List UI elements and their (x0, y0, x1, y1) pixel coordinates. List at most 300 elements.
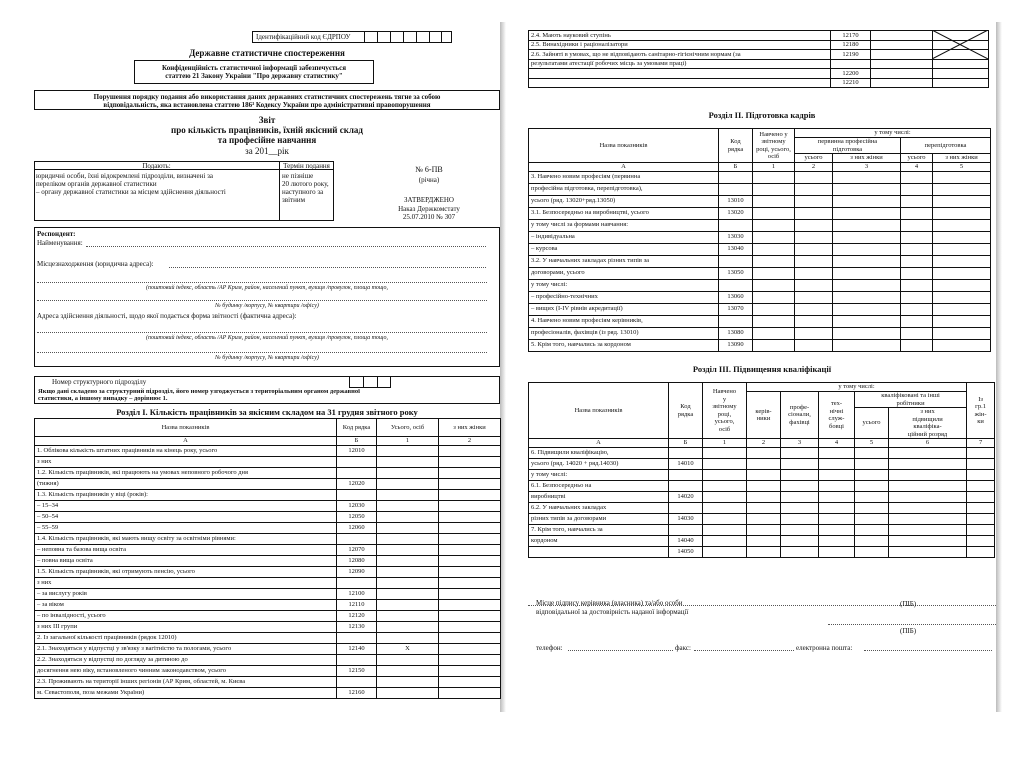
row-cell-1[interactable] (703, 535, 747, 546)
row-women-cell[interactable] (439, 479, 501, 490)
row-cell-4[interactable] (819, 524, 855, 535)
row-cell-1[interactable] (753, 339, 795, 351)
row-cell-5[interactable] (933, 303, 991, 315)
row-cell-3[interactable] (833, 339, 901, 351)
row-cell-4[interactable] (901, 303, 933, 315)
row-cell-2[interactable] (795, 255, 833, 267)
table-row (529, 480, 995, 491)
table-row (529, 219, 991, 231)
row-cell-2[interactable] (747, 524, 781, 535)
s2-header-trained: Навчено у звітному році, усього, осіб (753, 129, 795, 163)
row-cell-5[interactable] (855, 524, 889, 535)
row-cell-4[interactable] (901, 279, 933, 291)
row-cell-6[interactable] (889, 491, 967, 502)
row-cell-4[interactable] (901, 219, 933, 231)
row-cell-4[interactable] (819, 546, 855, 557)
row-women-cell[interactable] (439, 490, 501, 501)
row-cell-5[interactable] (933, 195, 991, 207)
row-total-cell[interactable] (871, 59, 933, 69)
row-cell-3[interactable] (833, 231, 901, 243)
pib-label-1: (ПІБ) (900, 600, 917, 608)
s2-header-total-2: усього (901, 154, 933, 163)
row-cell-3[interactable] (781, 535, 819, 546)
row-women-cell[interactable] (439, 501, 501, 512)
table-row (529, 255, 991, 267)
row-name: 7. Крім того, навчались за (529, 524, 669, 535)
row-women-cell[interactable] (439, 655, 501, 666)
row-cell-7[interactable] (967, 480, 995, 491)
row-cell-4[interactable] (819, 491, 855, 502)
row-cell-4[interactable] (819, 458, 855, 469)
row-name: 2.6. Зайняті в умовах, що не відповідають санітарно-гігієнічним нормам (за (529, 50, 831, 60)
row-total-cell[interactable] (871, 40, 933, 50)
row-cell-7[interactable] (967, 447, 995, 458)
row-women-cell[interactable] (439, 534, 501, 545)
row-cell-5[interactable] (933, 267, 991, 279)
pib-label-2: (ПІБ) (900, 627, 917, 635)
row-total-cell[interactable] (377, 600, 439, 611)
row-cell-3[interactable] (833, 219, 901, 231)
table-row (529, 78, 989, 88)
row-cell-1[interactable] (703, 480, 747, 491)
row-total-cell[interactable] (377, 545, 439, 556)
row-cell-2[interactable] (795, 315, 833, 327)
row-cell-3[interactable] (781, 524, 819, 535)
table-row (35, 644, 501, 655)
row-cell-1[interactable] (703, 491, 747, 502)
row-cell-1[interactable] (703, 447, 747, 458)
row-total-cell[interactable] (377, 523, 439, 534)
s3-header-tech: тех- нічні служ- бовці (819, 392, 855, 439)
row-code: 12050 (337, 512, 377, 523)
row-cell-2[interactable] (747, 469, 781, 480)
row-total-cell[interactable] (377, 655, 439, 666)
row-cell-2[interactable] (795, 207, 833, 219)
section-1-title: Розділ I. Кількість працівників за якісним складом на 31 грудня звітного року (116, 407, 418, 417)
row-total-cell[interactable] (871, 78, 933, 88)
s2-letter-a: А (529, 163, 719, 172)
table-row (529, 183, 991, 195)
row-cell-1[interactable] (753, 303, 795, 315)
table-row (529, 535, 995, 546)
row-cell-4[interactable] (901, 315, 933, 327)
row-cell-7[interactable] (967, 502, 995, 513)
section-1-table (34, 418, 501, 699)
row-cell-5[interactable] (933, 171, 991, 183)
row-women-cell[interactable] (933, 69, 989, 79)
row-cell-3[interactable] (833, 291, 901, 303)
row-name: – 50–54 (35, 512, 337, 523)
row-cell-1[interactable] (753, 291, 795, 303)
row-cell-2[interactable] (795, 171, 833, 183)
row-cell-3[interactable] (781, 502, 819, 513)
row-cell-5[interactable] (933, 219, 991, 231)
row-name: 1. Облікова кількість штатних працівників на кінець року, усього (35, 446, 337, 457)
row-cell-2[interactable] (795, 231, 833, 243)
row-total-cell[interactable]: X (377, 644, 439, 655)
row-cell-1[interactable] (703, 513, 747, 524)
row-code: 12060 (337, 523, 377, 534)
activity-field[interactable] (37, 332, 487, 333)
row-cell-2[interactable] (747, 480, 781, 491)
row-cell-2[interactable] (795, 183, 833, 195)
row-name: 2.2. Знаходяться у відпустці по догляду за дитиною до (35, 655, 337, 666)
row-cell-6[interactable] (889, 502, 967, 513)
row-cell-3[interactable] (833, 207, 901, 219)
row-name: 3.1. Безпосередньо на виробництві, усього (529, 207, 719, 219)
row-cell-1[interactable] (703, 524, 747, 535)
phone-field[interactable] (568, 650, 673, 651)
row-cell-4[interactable] (819, 480, 855, 491)
row-women-cell[interactable] (439, 567, 501, 578)
row-cell-7[interactable] (967, 535, 995, 546)
row-women-cell[interactable] (439, 457, 501, 468)
s1-letter-2: 2 (439, 437, 501, 446)
s3-header-name: Назва показників (529, 383, 669, 439)
s3-letter-4: 4 (819, 439, 855, 448)
row-cell-5[interactable] (855, 546, 889, 557)
row-cell-4[interactable] (901, 267, 933, 279)
row-cell-3[interactable] (833, 315, 901, 327)
row-code (669, 502, 703, 513)
row-cell-3[interactable] (833, 279, 901, 291)
row-cell-1[interactable] (753, 171, 795, 183)
row-cell-5[interactable] (933, 207, 991, 219)
row-cell-4[interactable] (901, 231, 933, 243)
row-total-cell[interactable] (377, 589, 439, 600)
row-cell-3[interactable] (833, 327, 901, 339)
unit-text-1: Якщо дані складено за структурний підрозділ, його номер узгоджується з територіальним органом державної (38, 388, 360, 395)
row-total-cell[interactable] (377, 688, 439, 699)
s3-letter-1: 1 (703, 439, 747, 448)
row-name: у тому числі: (529, 279, 719, 291)
row-total-cell[interactable] (377, 512, 439, 523)
row-cell-2[interactable] (795, 339, 833, 351)
row-cell-4[interactable] (901, 291, 933, 303)
row-cell-4[interactable] (819, 513, 855, 524)
row-cell-1[interactable] (753, 255, 795, 267)
row-cell-4[interactable] (901, 171, 933, 183)
row-cell-1[interactable] (753, 195, 795, 207)
row-code: 13010 (719, 195, 753, 207)
confidentiality-line1: Конфіденційність статистичної інформації забезпечується (161, 64, 346, 72)
row-cell-5[interactable] (855, 469, 889, 480)
row-cell-3[interactable] (781, 491, 819, 502)
row-women-cell[interactable] (439, 468, 501, 479)
row-cell-1[interactable] (753, 183, 795, 195)
row-women-cell[interactable] (439, 644, 501, 655)
email-field[interactable] (864, 650, 992, 651)
row-cell-1[interactable] (703, 469, 747, 480)
row-cell-6[interactable] (889, 546, 967, 557)
row-total-cell[interactable] (871, 50, 933, 60)
row-cell-1[interactable] (753, 219, 795, 231)
row-name: 1.4. Кількість працівників, які мають вищу освіту за освітніми рівнями: (35, 534, 337, 545)
s2-letter-1: 1 (753, 163, 795, 172)
row-cell-6[interactable] (889, 447, 967, 458)
row-cell-2[interactable] (747, 502, 781, 513)
row-women-cell[interactable] (439, 556, 501, 567)
row-cell-6[interactable] (889, 535, 967, 546)
table-row (35, 523, 501, 534)
row-name: – неповна та базова вища освіта (35, 545, 337, 556)
row-code: 13080 (719, 327, 753, 339)
row-name: 1.2. Кількість працівників, які працюють на умовах неповного робочого дня (35, 468, 337, 479)
row-cell-3[interactable] (781, 447, 819, 458)
table-row (529, 524, 995, 535)
row-women-cell[interactable] (439, 600, 501, 611)
row-cell-5[interactable] (933, 183, 991, 195)
submit-text-2: переліком органів державної статистики (36, 180, 157, 188)
fax-label: факс: (675, 644, 691, 652)
row-cell-5[interactable] (855, 502, 889, 513)
unit-number-field[interactable] (349, 376, 391, 388)
row-women-cell[interactable] (439, 545, 501, 556)
row-total-cell[interactable] (377, 611, 439, 622)
row-cell-3[interactable] (781, 458, 819, 469)
row-cell-5[interactable] (933, 279, 991, 291)
row-cell-3[interactable] (781, 480, 819, 491)
row-name: з них (35, 578, 337, 589)
row-women-cell[interactable] (439, 446, 501, 457)
location-hint: (поштовий індекс, область /АР Крим, район, населений пункт, вулиця /провулок, площа тощо, (145, 285, 389, 291)
s2-letter-2: 2 (795, 163, 833, 172)
s1-letter-b: Б (337, 437, 377, 446)
row-code: 12150 (337, 666, 377, 677)
row-cell-2[interactable] (795, 291, 833, 303)
table-row (529, 546, 995, 557)
table-row (35, 534, 501, 545)
row-name: результатами атестації робочих місць за умовами праці) (529, 59, 831, 69)
row-cell-1[interactable] (753, 327, 795, 339)
row-cell-2[interactable] (747, 491, 781, 502)
row-total-cell[interactable] (377, 468, 439, 479)
row-cell-6[interactable] (889, 469, 967, 480)
deadline-text-2: 20 лютого року, (282, 180, 329, 188)
row-cell-5[interactable] (933, 243, 991, 255)
fax-field[interactable] (694, 650, 794, 651)
row-cell-1[interactable] (753, 243, 795, 255)
row-cell-5[interactable] (855, 458, 889, 469)
row-total-cell[interactable] (871, 31, 933, 41)
row-cell-3[interactable] (833, 195, 901, 207)
row-cell-4[interactable] (901, 243, 933, 255)
row-cell-4[interactable] (819, 447, 855, 458)
row-cell-1[interactable] (753, 315, 795, 327)
row-cell-4[interactable] (819, 469, 855, 480)
row-cell-2[interactable] (795, 279, 833, 291)
row-code: 12140 (337, 644, 377, 655)
row-cell-2[interactable] (795, 195, 833, 207)
row-code (669, 469, 703, 480)
table-row (35, 611, 501, 622)
row-cell-2[interactable] (795, 267, 833, 279)
row-cell-3[interactable] (833, 243, 901, 255)
row-total-cell[interactable] (377, 501, 439, 512)
s2-letter-5: 5 (933, 163, 991, 172)
pib-field[interactable] (828, 624, 996, 625)
row-name: професіоналів, фахівців (із ряд. 13010) (529, 327, 719, 339)
row-cell-7[interactable] (967, 458, 995, 469)
table-row (529, 315, 991, 327)
row-total-cell[interactable] (377, 622, 439, 633)
row-women-cell[interactable] (933, 78, 989, 88)
row-total-cell[interactable] (377, 567, 439, 578)
row-total-cell[interactable] (871, 69, 933, 79)
row-cell-3[interactable] (781, 469, 819, 480)
row-cell-5[interactable] (933, 291, 991, 303)
row-name: 5. Крім того, навчались за кордоном (529, 339, 719, 351)
row-name: – 55–59 (35, 523, 337, 534)
row-cell-1[interactable] (753, 231, 795, 243)
row-women-cell[interactable] (439, 578, 501, 589)
row-name (529, 78, 831, 88)
row-name: – повна вища освіта (35, 556, 337, 567)
row-women-cell[interactable] (439, 633, 501, 644)
row-cell-2[interactable] (795, 303, 833, 315)
row-women-cell[interactable] (439, 677, 501, 688)
row-total-cell[interactable] (377, 633, 439, 644)
row-total-cell[interactable] (377, 677, 439, 688)
s3-header-workers: кваліфіковані та інші робітники (855, 392, 967, 408)
row-cell-7[interactable] (967, 546, 995, 557)
row-total-cell[interactable] (377, 534, 439, 545)
row-total-cell[interactable] (377, 457, 439, 468)
row-cell-5[interactable] (933, 315, 991, 327)
row-cell-1[interactable] (753, 279, 795, 291)
s3-letter-6: 6 (889, 439, 967, 448)
row-cell-6[interactable] (889, 458, 967, 469)
row-code: 14020 (669, 491, 703, 502)
s3-letter-5: 5 (855, 439, 889, 448)
row-cell-5[interactable] (933, 339, 991, 351)
table-row (35, 600, 501, 611)
row-women-cell[interactable] (439, 589, 501, 600)
table-row (529, 339, 991, 351)
location-field[interactable] (169, 267, 486, 268)
row-total-cell[interactable] (377, 556, 439, 567)
row-cell-6[interactable] (889, 513, 967, 524)
row-name: 3. Навчено новим професіям (первинна (529, 171, 719, 183)
row-cell-7[interactable] (967, 469, 995, 480)
row-cell-4[interactable] (819, 535, 855, 546)
row-total-cell[interactable] (377, 578, 439, 589)
row-cell-2[interactable] (747, 447, 781, 458)
row-cell-3[interactable] (781, 546, 819, 557)
row-cell-3[interactable] (833, 183, 901, 195)
unit-number-label: Номер структурного підрозділу (52, 378, 147, 386)
name-field[interactable] (86, 246, 486, 247)
row-name: у тому числі: (529, 469, 669, 480)
row-cell-3[interactable] (833, 255, 901, 267)
table-row (529, 50, 989, 60)
row-name: 2. Із загальної кількості працівників (рядок 12010) (35, 633, 337, 644)
row-cell-2[interactable] (795, 243, 833, 255)
row-cell-7[interactable] (967, 513, 995, 524)
row-women-cell[interactable] (439, 611, 501, 622)
row-code: 12190 (831, 50, 871, 60)
row-cell-5[interactable] (933, 231, 991, 243)
row-cell-5[interactable] (855, 535, 889, 546)
row-cell-5[interactable] (933, 327, 991, 339)
row-name: кордоном (529, 535, 669, 546)
row-cell-5[interactable] (933, 255, 991, 267)
row-cell-4[interactable] (901, 255, 933, 267)
row-total-cell[interactable] (377, 479, 439, 490)
row-cell-1[interactable] (703, 458, 747, 469)
row-women-cell[interactable] (439, 512, 501, 523)
row-women-cell[interactable] (933, 59, 989, 69)
row-cell-1[interactable] (703, 502, 747, 513)
row-cell-2[interactable] (747, 513, 781, 524)
row-cell-5[interactable] (855, 480, 889, 491)
submit-text-3: – органу державної статистики за місцем здійснення діяльності (36, 188, 226, 196)
s3-letter-3: 3 (781, 439, 819, 448)
row-code: 13070 (719, 303, 753, 315)
s3-header-extra: Із гр.1 жін- ки (967, 383, 995, 439)
row-women-cell[interactable] (439, 666, 501, 677)
row-cell-5[interactable] (855, 447, 889, 458)
row-cell-2[interactable] (747, 546, 781, 557)
row-women-cell[interactable] (439, 688, 501, 699)
row-women-cell[interactable] (439, 523, 501, 534)
row-total-cell[interactable] (377, 490, 439, 501)
s2-header-prep: первинна професійна підготовка (795, 138, 901, 154)
row-cell-2[interactable] (795, 219, 833, 231)
location-hint-2: № будинку /корпусу, № квартири /офісу) (215, 303, 319, 309)
row-cell-2[interactable] (747, 458, 781, 469)
row-cell-1[interactable] (703, 546, 747, 557)
row-cell-4[interactable] (901, 327, 933, 339)
row-women-cell[interactable] (439, 622, 501, 633)
table-row (529, 291, 991, 303)
row-code: 13040 (719, 243, 753, 255)
section-2-table (528, 128, 991, 352)
row-cell-3[interactable] (833, 171, 901, 183)
row-name: 1.5. Кількість працівників, які отримують пенсію, усього (35, 567, 337, 578)
row-cell-2[interactable] (747, 535, 781, 546)
row-cell-3[interactable] (833, 303, 901, 315)
row-total-cell[interactable] (377, 446, 439, 457)
s2-header-name: Назва показників (529, 129, 719, 163)
row-cell-4[interactable] (901, 195, 933, 207)
row-name: 2.1. Знаходяться у відпустці у зв'язку з вагітністю та пологами, усього (35, 644, 337, 655)
row-cell-1[interactable] (753, 207, 795, 219)
row-cell-7[interactable] (967, 491, 995, 502)
table-row (529, 458, 995, 469)
row-cell-4[interactable] (901, 183, 933, 195)
row-cell-6[interactable] (889, 480, 967, 491)
row-code (719, 315, 753, 327)
email-label: електронна пошта: (796, 644, 853, 652)
row-code: 12110 (337, 600, 377, 611)
row-cell-5[interactable] (855, 513, 889, 524)
row-cell-2[interactable] (795, 327, 833, 339)
row-cell-6[interactable] (889, 524, 967, 535)
row-cell-3[interactable] (833, 267, 901, 279)
row-cell-4[interactable] (901, 207, 933, 219)
table-row (529, 303, 991, 315)
row-cell-7[interactable] (967, 524, 995, 535)
row-total-cell[interactable] (377, 666, 439, 677)
row-cell-1[interactable] (753, 267, 795, 279)
row-cell-3[interactable] (781, 513, 819, 524)
row-code (719, 171, 753, 183)
row-cell-4[interactable] (901, 339, 933, 351)
s3-header-total: усього (855, 408, 889, 439)
row-cell-5[interactable] (855, 491, 889, 502)
row-cell-4[interactable] (819, 502, 855, 513)
